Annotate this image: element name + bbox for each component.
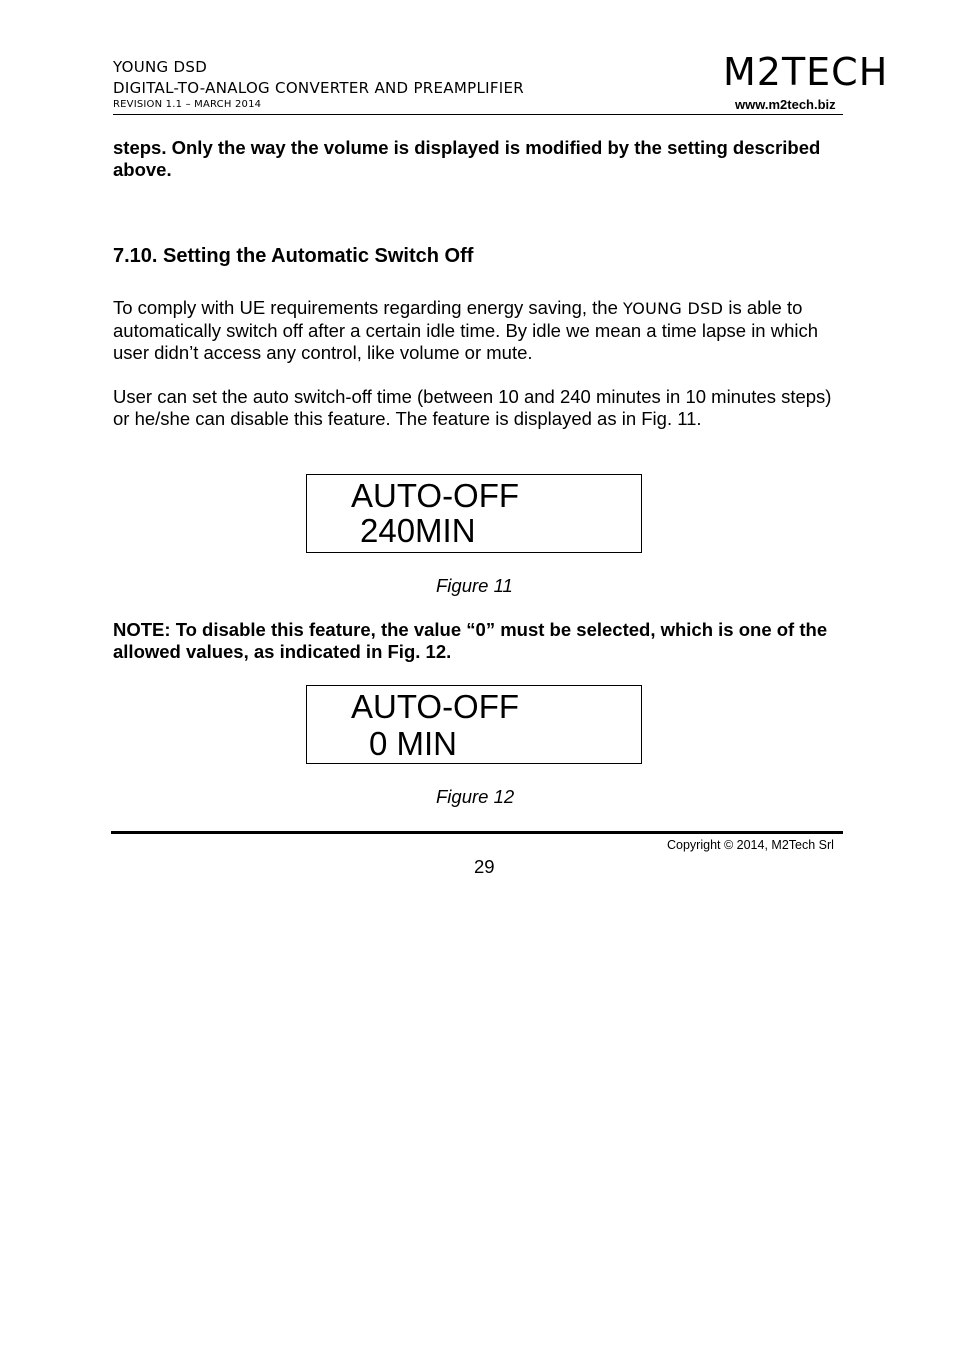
header-subtitle: DIGITAL-TO-ANALOG CONVERTER AND PREAMPLIFIER	[113, 79, 524, 97]
para1-text-before: To comply with UE requirements regarding energy saving, the	[113, 297, 624, 318]
figure12-line1: AUTO-OFF	[351, 688, 520, 725]
page-number: 29	[474, 856, 495, 877]
paragraph-energy-saving	[113, 297, 843, 364]
m2tech-logo: M2TECH	[723, 50, 889, 94]
header-url: www.m2tech.biz	[735, 97, 836, 112]
figure12-caption: Figure 12	[436, 786, 515, 807]
header-product: YOUNG DSD	[113, 58, 208, 76]
footer-rule	[111, 831, 843, 834]
footer-copyright: Copyright © 2014, M2Tech Srl	[667, 838, 834, 852]
note-paragraph: NOTE: To disable this feature, the value “0” must be selected, which is one of the allowed values, as indicated in Fig. 12.	[113, 619, 828, 662]
header-revision: REVISION 1.1 – MARCH 2014	[113, 99, 262, 110]
figure11-line1: AUTO-OFF	[351, 477, 520, 514]
figure11-display	[306, 474, 642, 553]
brand-name: YOUNG DSD	[623, 299, 724, 318]
para1-text-after: is able to automatically switch off after a certain idle time. By idle we mean a time lapse in which user didn’t access any control, like volume or mute.	[113, 297, 819, 363]
figure12-line2: 0 MIN	[369, 725, 458, 762]
figure12-display	[306, 685, 642, 764]
intro-paragraph: steps. Only the way the volume is displayed is modified by the setting described above.	[113, 137, 821, 180]
paragraph-auto-off-time: User can set the auto switch-off time (between 10 and 240 minutes in 10 minutes steps) or he/she can disable this feature. The feature is displayed as in Fig. 11.	[113, 386, 832, 429]
figure11-line2: 240MIN	[360, 512, 476, 549]
section-title: 7.10. Setting the Automatic Switch Off	[113, 245, 474, 267]
header-rule	[113, 114, 843, 115]
figure11-caption: Figure 11	[436, 575, 513, 596]
